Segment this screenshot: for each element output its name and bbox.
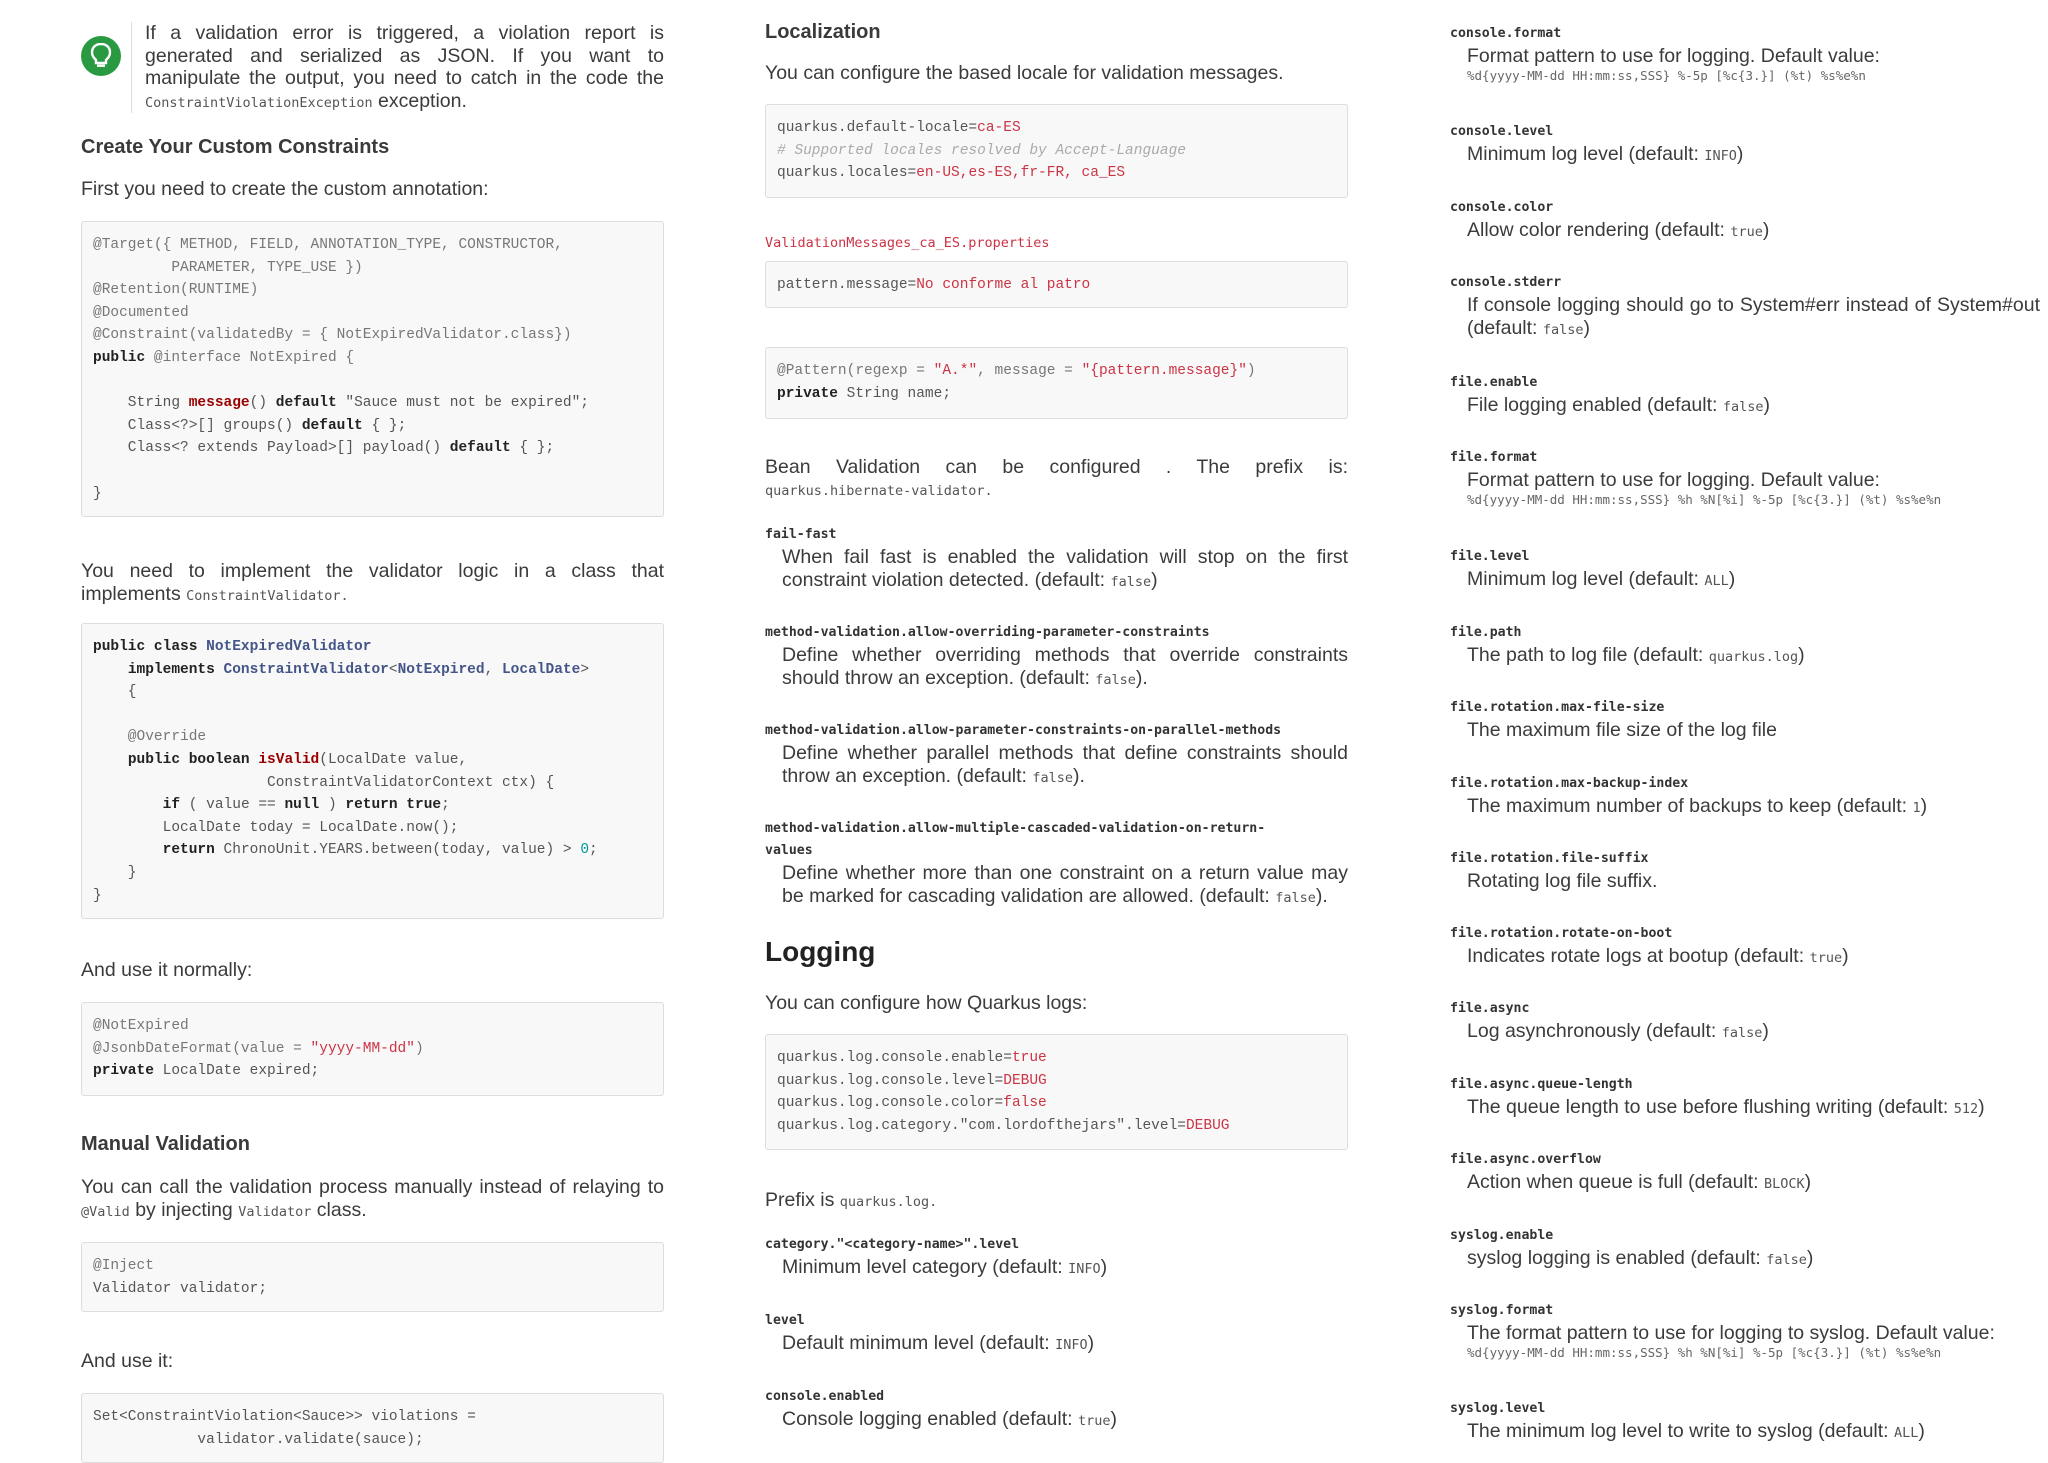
prop-desc: Allow color rendering (default: true) bbox=[1467, 219, 1770, 241]
prop-name: console.color bbox=[1450, 200, 1554, 215]
prop-desc: Minimum level category (default: INFO) bbox=[782, 1256, 1108, 1278]
prop-desc: The maximum number of backups to keep (default: 1) bbox=[1467, 795, 1928, 817]
prop-desc: The format pattern to use for logging to syslog. Default value: bbox=[1467, 1322, 1995, 1344]
bean-validation-text: Bean Validation can be configured . The prefix is: bbox=[765, 456, 1348, 478]
prop-format-value: %d{yyyy-MM-dd HH:mm:ss,SSS} %-5p [%c{3.}] (%t) %s%e%n bbox=[1467, 68, 1866, 83]
prop-name: category."<category-name>".level bbox=[765, 1237, 1020, 1252]
prop-name: fail-fast bbox=[765, 527, 837, 542]
tip-divider bbox=[131, 22, 132, 113]
prop-queue-length bbox=[1450, 1074, 2040, 1121]
lightbulb-icon bbox=[81, 36, 121, 76]
prop-console-enabled bbox=[765, 1386, 1348, 1433]
prop-syslog-format bbox=[1450, 1300, 2040, 1360]
prop-desc: Action when queue is full (default: BLOCK) bbox=[1467, 1171, 1812, 1193]
prop-file-format bbox=[1450, 447, 2040, 507]
prop-desc: The queue length to use before flushing writing (default: 512) bbox=[1467, 1096, 1985, 1118]
use-normally-text: And use it normally: bbox=[81, 959, 253, 981]
pattern-code-block: @Pattern(regexp = "A.*", message = "{pattern.message}") private String name; bbox=[765, 347, 1348, 419]
prop-name: console.stderr bbox=[1450, 275, 1562, 290]
prop-name: file.enable bbox=[1450, 375, 1538, 390]
prop-desc: The path to log file (default: quarkus.log) bbox=[1467, 644, 1805, 666]
prop-file-async bbox=[1450, 998, 2040, 1045]
prop-name: syslog.level bbox=[1450, 1401, 1546, 1416]
prop-desc: Format pattern to use for logging. Default value: bbox=[1467, 469, 1880, 491]
prop-desc: File logging enabled (default: false) bbox=[1467, 394, 1770, 416]
prop-console-level bbox=[1450, 121, 2040, 168]
prop-parallel-methods bbox=[765, 720, 1348, 790]
prop-syslog-level bbox=[1450, 1398, 2040, 1445]
prop-name: method-validation.allow-multiple-cascaded-validation-on-return- bbox=[765, 821, 1266, 836]
prop-format-value: %d{yyyy-MM-dd HH:mm:ss,SSS} %h %N[%i] %-5p [%c{3.}] (%t) %s%e%n bbox=[1467, 1345, 1942, 1360]
prop-desc: syslog logging is enabled (default: false) bbox=[1467, 1247, 1814, 1269]
messages-code-block: pattern.message=No conforme al patro bbox=[765, 261, 1348, 308]
prop-desc: Console logging enabled (default: true) bbox=[782, 1408, 1117, 1430]
prop-cascaded-validation bbox=[765, 818, 1348, 910]
prop-rotate-on-boot bbox=[1450, 923, 2040, 970]
log-prefix-text: Prefix is quarkus.log. bbox=[765, 1189, 938, 1211]
localization-heading: Localization bbox=[765, 21, 881, 43]
custom-constraints-heading: Create Your Custom Constraints bbox=[81, 136, 390, 158]
prop-desc: Default minimum level (default: INFO) bbox=[782, 1332, 1095, 1354]
prop-desc: Define whether parallel methods that define constraints should throw an exception. (default: false). bbox=[782, 742, 1348, 787]
tip-code: ConstraintViolationException bbox=[145, 94, 373, 111]
manual-validation-heading: Manual Validation bbox=[81, 1133, 250, 1155]
inject-code-block: @Inject Validator validator; bbox=[81, 1242, 664, 1312]
logging-intro: You can configure how Quarkus logs: bbox=[765, 992, 1088, 1014]
prop-syslog-enable bbox=[1450, 1225, 2040, 1272]
validator-intro: You need to implement the validator logic in a class that implements ConstraintValidator. bbox=[81, 560, 664, 605]
tip-text bbox=[145, 22, 664, 114]
prop-desc: Define whether more than one constraint on a return value may be marked for cascading validation are allowed. (default: false). bbox=[782, 862, 1348, 907]
prop-file-path bbox=[1450, 622, 2040, 669]
prop-level bbox=[765, 1310, 1348, 1357]
properties-file-label: ValidationMessages_ca_ES.properties bbox=[765, 235, 1050, 251]
prop-desc: Format pattern to use for logging. Default value: bbox=[1467, 45, 1880, 67]
prop-name: file.format bbox=[1450, 450, 1538, 465]
prop-category-level bbox=[765, 1234, 1348, 1281]
locale-code-block: quarkus.default-locale=ca-ES # Supported locales resolved by Accept-Language quarkus.locales=en-US,es-ES,fr-FR, ca_ES bbox=[765, 104, 1348, 198]
prop-format-value: %d{yyyy-MM-dd HH:mm:ss,SSS} %h %N[%i] %-5p [%c{3.}] (%t) %s%e%n bbox=[1467, 492, 1942, 507]
prop-allow-overriding bbox=[765, 622, 1348, 692]
prop-file-level bbox=[1450, 546, 2040, 593]
prop-console-format bbox=[1450, 23, 2040, 83]
prop-name: file.rotation.rotate-on-boot bbox=[1450, 926, 1673, 941]
prop-fail-fast bbox=[765, 524, 1348, 594]
prop-desc: The minimum log level to write to syslog (default: ALL) bbox=[1467, 1420, 1925, 1442]
prop-desc: If console logging should go to System#err instead of System#out (default: false) bbox=[1467, 294, 2040, 339]
bean-validation-prefix: quarkus.hibernate-validator. bbox=[765, 483, 993, 499]
prop-name: file.async.queue-length bbox=[1450, 1077, 1633, 1092]
prop-name: syslog.format bbox=[1450, 1303, 1554, 1318]
prop-desc: Minimum log level (default: ALL) bbox=[1467, 568, 1736, 590]
prop-name: file.rotation.file-suffix bbox=[1450, 851, 1649, 866]
prop-name: console.enabled bbox=[765, 1389, 885, 1404]
use-it-text: And use it: bbox=[81, 1350, 174, 1372]
prop-name: method-validation.allow-parameter-constraints-on-parallel-methods bbox=[765, 723, 1282, 738]
logging-heading: Logging bbox=[765, 936, 876, 967]
prop-name: file.async bbox=[1450, 1001, 1530, 1016]
prop-async-overflow bbox=[1450, 1149, 2040, 1196]
prop-desc: Rotating log file suffix. bbox=[1467, 870, 1658, 892]
prop-desc: Indicates rotate logs at bootup (default: true) bbox=[1467, 945, 1849, 967]
validator-code-block: public class NotExpiredValidator implements ConstraintValidator<NotExpired, LocalDate> { @Override public boolean isValid(LocalDate value, ConstraintValidatorContext ctx) { if ( value == null ) return true; LocalDate today = LocalDate.now(); return ChronoUnit.YEARS.between(today, value) > 0; } } bbox=[81, 623, 664, 919]
prop-name-cont: values bbox=[765, 843, 813, 858]
validate-code-block: Set<ConstraintViolation<Sauce>> violations = validator.validate(sauce); bbox=[81, 1393, 664, 1463]
annotation-code-block: @Target({ METHOD, FIELD, ANNOTATION_TYPE, CONSTRUCTOR, PARAMETER, TYPE_USE }) @Retention(RUNTIME) @Documented @Constraint(validatedBy = { NotExpiredValidator.class}) public @interface NotExpired { String message() default "Sauce must not be expired"; Class<?>[] groups() default { }; Class<? extends Payload>[] payload() default { }; } bbox=[81, 221, 664, 517]
custom-constraints-intro: First you need to create the custom annotation: bbox=[81, 178, 489, 200]
prop-desc: Define whether overriding methods that override constraints should throw an exception. (default: false). bbox=[782, 644, 1348, 689]
tip-text-end: exception. bbox=[378, 89, 467, 112]
prop-name: file.rotation.max-backup-index bbox=[1450, 776, 1689, 791]
prop-name: level bbox=[765, 1313, 805, 1328]
usage-code-block: @NotExpired @JsonbDateFormat(value = "yyyy-MM-dd") private LocalDate expired; bbox=[81, 1002, 664, 1096]
prop-name: file.level bbox=[1450, 549, 1530, 564]
prop-file-enable bbox=[1450, 372, 2040, 419]
prop-desc: The maximum file size of the log file bbox=[1467, 719, 1777, 741]
prop-max-backup-index bbox=[1450, 773, 2040, 820]
manual-validation-intro: You can call the validation process manually instead of relaying to @Valid by injecting Validator class. bbox=[81, 1176, 664, 1221]
prop-name: file.rotation.max-file-size bbox=[1450, 700, 1665, 715]
prop-desc: Minimum log level (default: INFO) bbox=[1467, 143, 1744, 165]
tip-admonition bbox=[81, 22, 664, 114]
log-config-code-block: quarkus.log.console.enable=true quarkus.log.console.level=DEBUG quarkus.log.console.color=false quarkus.log.category."com.lordofthejars".level=DEBUG bbox=[765, 1034, 1348, 1150]
prop-console-color bbox=[1450, 197, 2040, 244]
prop-name: file.path bbox=[1450, 625, 1522, 640]
prop-name: syslog.enable bbox=[1450, 1228, 1554, 1243]
tip-text-main: If a validation error is triggered, a violation report is generated and serialized as JSON. If you want to manipulate the output, you need to catch in the code the bbox=[145, 22, 664, 89]
prop-name: console.format bbox=[1450, 26, 1562, 41]
prop-file-suffix bbox=[1450, 848, 2040, 893]
localization-intro: You can configure the based locale for validation messages. bbox=[765, 62, 1284, 84]
prop-max-file-size bbox=[1450, 697, 2040, 742]
prop-console-stderr bbox=[1450, 272, 2040, 342]
prop-name: file.async.overflow bbox=[1450, 1152, 1601, 1167]
prop-desc: Log asynchronously (default: false) bbox=[1467, 1020, 1769, 1042]
prop-desc: When fail fast is enabled the validation will stop on the first constraint violation detected. (default: false) bbox=[782, 546, 1348, 591]
prop-name: method-validation.allow-overriding-parameter-constraints bbox=[765, 625, 1210, 640]
prop-name: console.level bbox=[1450, 124, 1554, 139]
